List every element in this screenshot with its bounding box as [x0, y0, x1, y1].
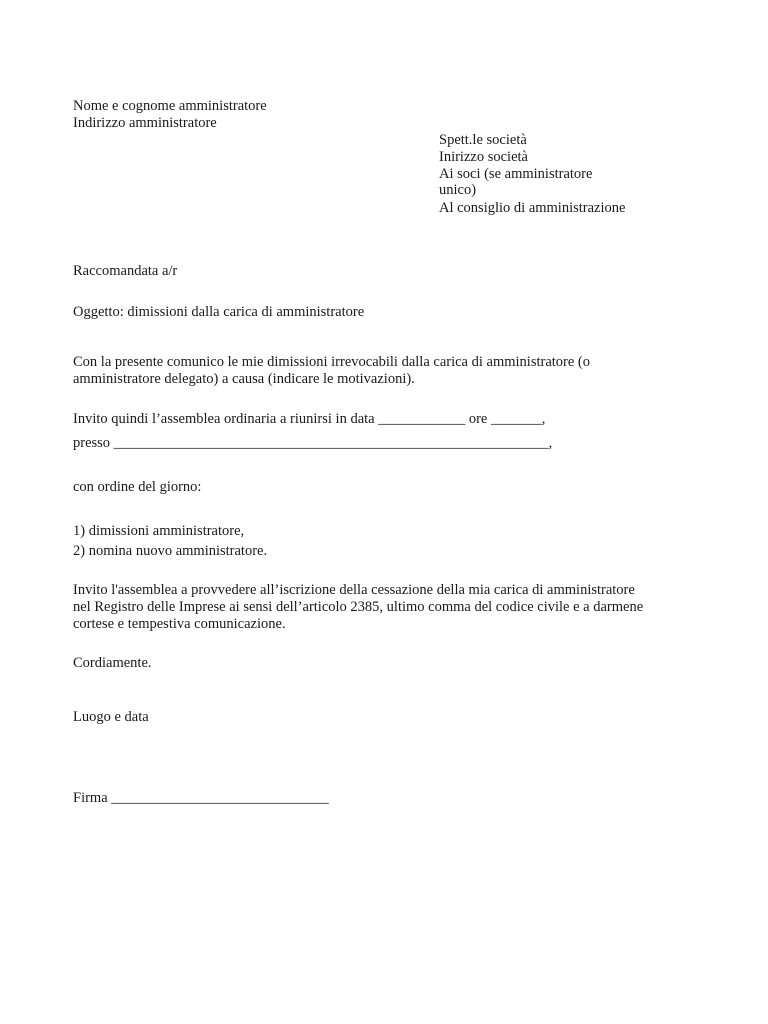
registry-text-line2: nel Registro delle Imprese ai sensi dell’articolo 2385, ultimo comma del codice civile e a darmene: [73, 599, 644, 615]
closing-salutation: Cordiamente.: [73, 655, 152, 671]
meeting-invite: Invito quindi l’assemblea ordinaria a riunirsi in data ____________ ore _______,: [73, 411, 546, 427]
letter-subject: Oggetto: dimissioni dalla carica di amministratore: [73, 304, 365, 320]
recipient-company: Spett.le società: [439, 132, 527, 148]
agenda-item-2: 2) nomina nuovo amministratore.: [73, 543, 268, 559]
resignation-text-line2: amministratore delegato) a causa (indicare le motivazioni).: [73, 371, 415, 387]
agenda-item-1: 1) dimissioni amministratore,: [73, 523, 245, 539]
meeting-location: presso ____________________________________________________________,: [73, 435, 553, 451]
recipient-board: Al consiglio di amministrazione: [439, 200, 626, 216]
registry-text-line1: Invito l'assemblea a provvedere all’iscrizione della cessazione della mia carica di amministratore: [73, 582, 635, 598]
delivery-method: Raccomandata a/r: [73, 263, 178, 279]
signature-line: Firma ______________________________: [73, 790, 329, 806]
recipient-shareholders-cont: unico): [439, 182, 477, 198]
recipient-shareholders: Ai soci (se amministratore: [439, 166, 593, 182]
resignation-text-line1: Con la presente comunico le mie dimissioni irrevocabili dalla carica di amministratore (o: [73, 354, 591, 370]
sender-address: Indirizzo amministratore: [73, 115, 217, 131]
place-and-date: Luogo e data: [73, 709, 149, 725]
recipient-company-address: Inirizzo società: [439, 149, 528, 165]
registry-text-line3: cortese e tempestiva comunicazione.: [73, 616, 286, 632]
sender-name: Nome e cognome amministratore: [73, 98, 267, 114]
agenda-intro: con ordine del giorno:: [73, 479, 202, 495]
